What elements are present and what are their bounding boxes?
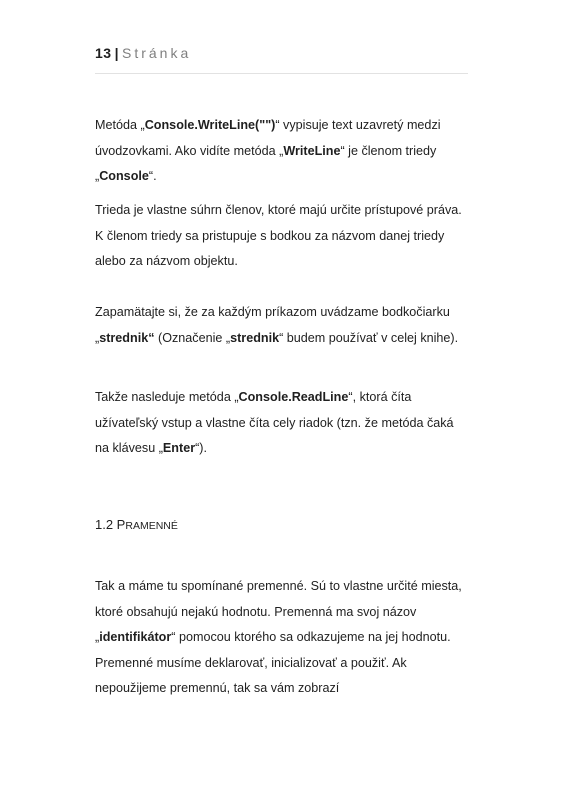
section-heading	[95, 516, 178, 535]
code-term: identifikátor	[99, 630, 172, 644]
paragraph-readline	[95, 385, 467, 462]
paragraph-variables	[95, 574, 467, 702]
code-term: Enter	[162, 441, 196, 455]
text-run: “).	[195, 441, 207, 455]
text-run: (Označenie „	[154, 330, 231, 345]
header-separator: |	[114, 45, 119, 61]
text-run: Tak a máme tu spomínané premenné. Sú to vlastne určité miesta, ktoré obsahujú nejakú hodnotu. Premenná ma svoj názov „	[95, 579, 462, 644]
code-term: Console.WriteLine("")	[144, 118, 276, 132]
code-term: WriteLine	[283, 143, 341, 158]
paragraph-semicolon	[95, 300, 467, 351]
text-run: “ budem používať v celej knihe).	[279, 330, 459, 345]
text-run: Takže nasleduje metóda „	[95, 390, 239, 404]
header-divider	[95, 73, 468, 74]
code-term: Console	[99, 169, 149, 183]
text-run: Metóda „	[95, 118, 145, 132]
text-run: “, ktorá číta užívateľský vstup a vlastne číta cely riadok (tzn. že metóda čaká na klávesu „	[95, 390, 454, 455]
page-number: 13	[95, 45, 112, 61]
paragraph-writeline	[95, 113, 467, 190]
heading-number: 1.2 P	[95, 517, 126, 532]
text-run: “ je členom triedy „	[95, 143, 437, 183]
text-run: “ vypisuje text uzavretý medzi úvodzovkami. Ako vidíte metóda „	[95, 118, 441, 158]
code-term: Console.ReadLine	[238, 390, 349, 404]
text-run: “ pomocou ktorého sa odkazujeme na jej hodnotu. Premenné musíme deklarovať, inicializovať a použiť. Ak nepoužijeme premennú, tak sa vám zobrazí	[95, 630, 451, 695]
page-header	[95, 44, 191, 62]
text-run: “.	[148, 169, 157, 183]
code-term: strednik“	[99, 330, 155, 345]
paragraph-class-members: Trieda je vlastne súhrn členov, ktoré majú určite prístupové práva. K členom triedy sa pristupuje s bodkou za názvom danej triedy alebo za názvom objektu.	[95, 203, 462, 268]
page-label: Stránka	[122, 45, 192, 61]
code-term: strednik	[230, 330, 280, 345]
text-run: Zapamätajte si, že za každým príkazom uvádzame bodkočiarku „	[95, 305, 450, 345]
heading-title: RAMENNÉ	[125, 520, 178, 532]
